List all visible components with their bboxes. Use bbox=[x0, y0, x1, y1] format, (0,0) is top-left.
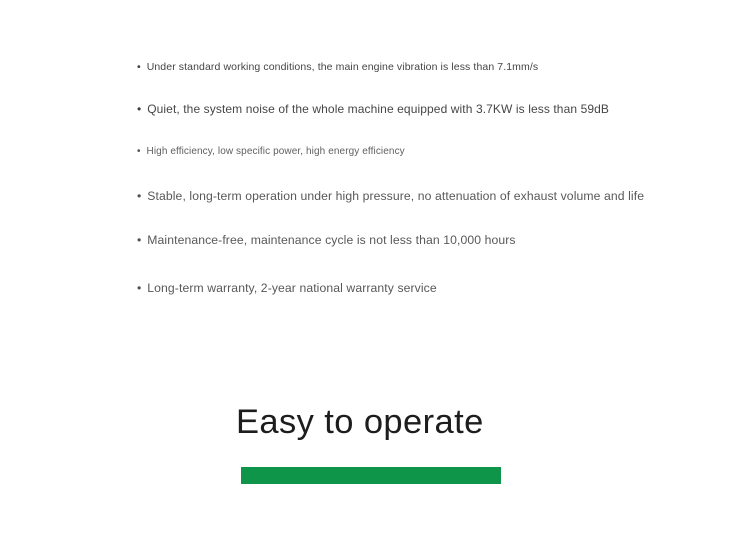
feature-item-efficiency bbox=[137, 146, 405, 157]
bullet-icon: • bbox=[137, 233, 142, 247]
accent-bar bbox=[241, 467, 501, 484]
feature-item-maintenance bbox=[137, 233, 516, 247]
feature-item-stability bbox=[137, 189, 644, 203]
feature-item-warranty bbox=[137, 281, 437, 295]
section-title: Easy to operate bbox=[236, 403, 484, 441]
bullet-icon: • bbox=[137, 61, 141, 73]
feature-text: Long-term warranty, 2-year national warranty service bbox=[147, 281, 437, 295]
bullet-icon: • bbox=[137, 102, 142, 116]
feature-text: Stable, long-term operation under high pressure, no attenuation of exhaust volume and life bbox=[147, 189, 645, 203]
bullet-icon: • bbox=[137, 281, 142, 295]
feature-item-noise bbox=[137, 102, 609, 116]
feature-text: Quiet, the system noise of the whole machine equipped with 3.7KW is less than 59dB bbox=[147, 102, 609, 116]
feature-item-vibration bbox=[137, 61, 538, 73]
bullet-icon: • bbox=[137, 146, 141, 157]
feature-text: High efficiency, low specific power, high energy efficiency bbox=[146, 146, 405, 157]
bullet-icon: • bbox=[137, 189, 142, 203]
feature-text: Under standard working conditions, the main engine vibration is less than 7.1mm/s bbox=[146, 61, 539, 73]
feature-text: Maintenance-free, maintenance cycle is not less than 10,000 hours bbox=[147, 233, 516, 247]
